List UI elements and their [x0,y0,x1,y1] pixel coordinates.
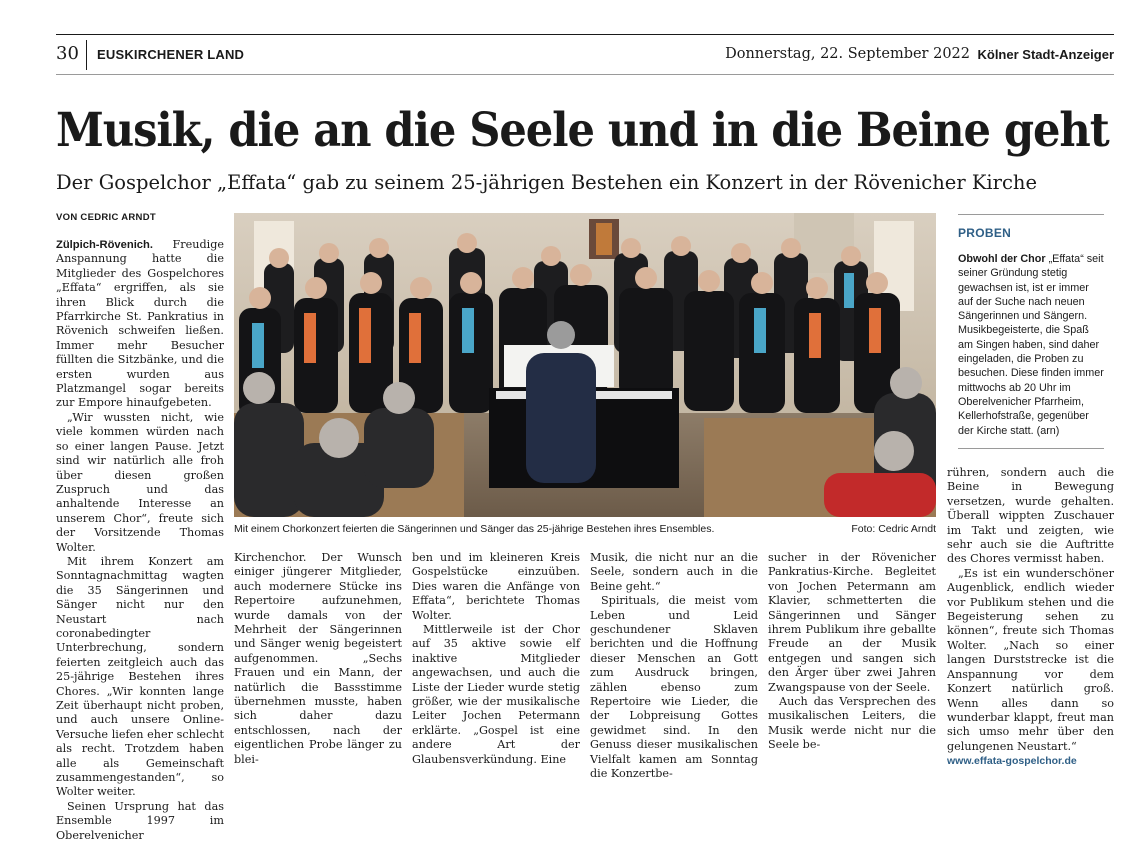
sidebar-title: PROBEN [958,226,1012,240]
article-column-2 [234,551,402,767]
article-column-5 [768,551,936,753]
article-headline: Musik, die an die Seele und in die Beine geht [56,103,1109,158]
paragraph: Musik, die nicht nur an die Seele, sondern auch in die Beine geht.“ [590,551,758,593]
photo-caption: Mit einem Chorkonzert feierten die Sängerinnen und Sänger das 25-jährige Bestehen ihres Ensembles. [234,523,715,535]
paragraph: Auch das Versprechen des musikalischen Leiters, die Musik werde nicht nur die Seele be- [768,695,936,752]
paragraph: Seinen Ursprung hat das Ensemble 1997 im Oberelvenicher [56,799,224,842]
section-name: EUSKIRCHENER LAND [97,47,245,62]
photo-credit: Foto: Cedric Arndt [851,523,936,535]
header-bottom-rule [56,74,1114,75]
website-link[interactable]: www.effata-gospelchor.de [947,755,1077,768]
sidebar-bottom-rule [958,448,1104,449]
sidebar-body: „Effata“ seit seiner Gründung stetig gewachsen ist, ist er immer auf der Suche nach neuen Sängerinnen und Sängern. Musikbegeisterte, die Spaß am Singen haben, sind daher eingeladen, die Proben zu besuchen. Diese finden immer mittwochs ab 20 Uhr im Oberelvenicher Pfarrheim, Kellerhofstraße, gegenüber der Kirche statt. (arn) [958,253,1104,437]
paragraph-text: Freudige Anspannung hatte die Mitglieder des Gospelchores „Effata“ ergriffen, als sie ihren Blick durch die Pfarrkirche St. Pankratius in Rövenich schweifen ließen. Immer mehr Besucher füllten die Sitzbänke, und die ersten wurden aus Platzmangel sogar bereits zur Empore hinaufgebeten. [56,238,224,410]
paragraph: rühren, sondern auch die Beine in Bewegung versetzen, wurde gehalten. Überall wippten Zuschauer im Takt und zeigten, wie sehr auch sie die Auftritte des Chores vermisst haben. [947,466,1114,566]
dateline: Zülpich-Rövenich. [56,239,153,251]
choir-photo-illustration [234,213,936,517]
article-subheadline: Der Gospelchor „Effata“ gab zu seinem 25-jährigen Bestehen ein Konzert in der Rövenicher Kirche [56,171,1037,194]
header-separator [86,40,87,70]
article-column-6 [947,466,1114,769]
issue-date: Donnerstag, 22. September 2022 [725,46,970,62]
paragraph: Spirituals, die meist vom Leben und Leid geschundener Sklaven berichten und die Hoffnung dieser Menschen an Gott zum Ausdruck bringen, zählen ebenso zum Repertoire wie Lieder, die der Lobpreisung Gottes gewidmet sind. In den Genuss dieser musikalischen Vielfalt kamen am Sonntag die Konzertbe- [590,594,758,781]
article-column-3 [412,551,580,767]
article-column-4 [590,551,758,782]
choir-photo [234,213,936,517]
article-column-1 [56,238,224,843]
page-number: 30 [56,43,79,64]
paragraph: Mittlerweile ist der Chor auf 35 aktive sowie elf inaktive Mitglieder angewachsen, und auch die Liste der Lieder wurde stetig größer, wie der musikalische Leiter Jochen Petermann erklärte. „Gospel ist eine andere Art der Glaubensverkündung. Eine [412,623,580,766]
paragraph: Mit ihrem Konzert am Sonntagnachmittag wagten die 35 Sängerinnen und Sänger nicht nur den Neustart nach coronabedingter Unterbrechung, sondern feierten zeitgleich auch das 25-jährige Bestehen ihres Chores. „Wir konnten lange Zeit überhaupt nicht proben, und auch unsere Online-Versuche liefen eher schlecht als recht. Trotzdem haben alle als Gemeinschaft zusammengestanden“, so Wolter weiter. [56,554,224,799]
article-byline: VON CEDRIC ARNDT [56,212,156,223]
paragraph: sucher in der Rövenicher Pankratius-Kirche. Begleitet von Jochen Petermann am Klavier, schmetterten die Sängerinnen und Sänger ihrem Publikum ihre geballte Freude an der Musik entgegen und sangen sich den Ärger über zwei Jahren Zwangspause von der Seele. [768,551,936,694]
newspaper-name: Kölner Stadt-Anzeiger [977,47,1114,62]
paragraph: ben und im kleineren Kreis Gospelstücke einzuüben. Dies waren die Anfänge von Effata“, berichtete Thomas Wolter. [412,551,580,622]
paragraph: Kirchenchor. Der Wunsch einiger jüngerer Mitglieder, auch modernere Stücke ins Repertoire aufzunehmen, wurde damals von der Mehrheit der Sängerinnen und Sänger wenig begeistert aufgenommen. „Sechs Frauen und ein Mann, der natürlich die Bassstimme übernehmen musste, haben sich daher dazu entschlossen, nach der eigentlichen Probe länger zu blei- [234,551,402,766]
sidebar-top-rule [958,214,1104,215]
sidebar-text [958,252,1106,438]
paragraph: „Wir wussten nicht, wie viele kommen würden nach so einer langen Pause. Jetzt sind wir natürlich alle froh über diesen großen Zuspruch und das anhaltende Interesse an unserem Chor“, freute sich der Vorsitzende Thomas Wolter. [56,410,224,554]
header-top-rule [56,34,1114,35]
paragraph [56,238,224,411]
sidebar-lead: Obwohl der Chor [958,253,1046,265]
paragraph: „Es ist ein wunderschöner Augenblick, endlich wieder vor Publikum stehen und die Begeisterung sehen zu können“, freute sich Thomas Wolter. „Nach so einer langen Durststrecke ist die Anspannung vor dem Konzert natürlich groß. Wenn alles dann so wunderbar klappt, freut man sich umso mehr über den gelungenen Neustart.“ [947,566,1114,753]
